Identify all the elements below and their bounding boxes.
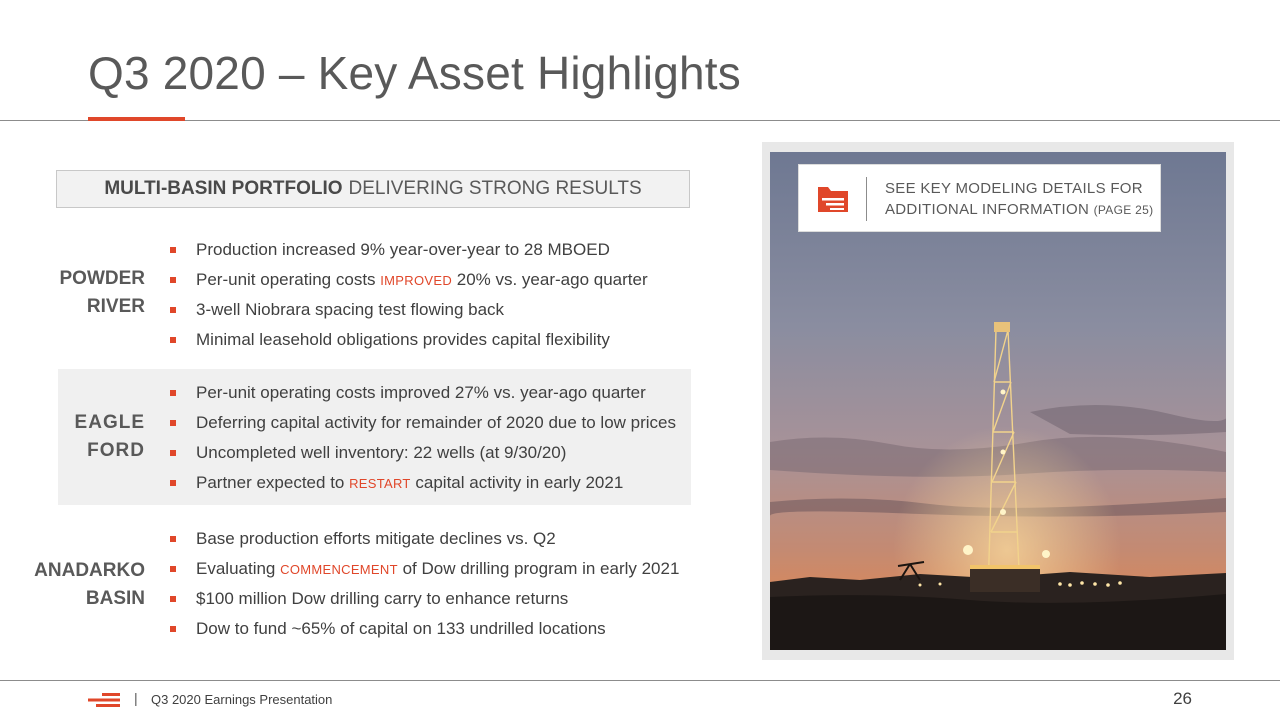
slide-title: Q3 2020 – Key Asset Highlights xyxy=(88,47,741,99)
section-banner xyxy=(56,170,690,208)
callout-line2: ADDITIONAL INFORMATION (PAGE 25) xyxy=(885,201,1154,218)
section-label-line: POWDER xyxy=(59,268,145,289)
bullet-item: Uncompleted well inventory: 22 wells (at 9/30/20) xyxy=(168,438,676,468)
powder-river-section xyxy=(58,232,691,362)
page-number: 26 xyxy=(1173,689,1192,708)
banner-text: DELIVERING STRONG RESULTS xyxy=(348,178,642,199)
highlight-word: COMMENCEMENT xyxy=(280,562,398,577)
section-label xyxy=(75,409,145,465)
section-label-line: FORD xyxy=(87,440,145,461)
section-label xyxy=(34,557,145,613)
footer-divider xyxy=(0,680,1280,681)
title-divider xyxy=(0,120,1280,121)
section-label-line: BASIN xyxy=(85,588,145,609)
eagle-ford-section xyxy=(58,369,691,505)
bullet-list xyxy=(168,235,648,355)
bullet-item: Partner expected to RESTART capital activity in early 2021 xyxy=(168,468,676,498)
callout-divider xyxy=(866,177,867,221)
bullet-item: $100 million Dow drilling carry to enhance returns xyxy=(168,584,679,614)
callout-box xyxy=(798,164,1161,232)
section-label-line: ANADARKO xyxy=(34,560,145,581)
bullet-item: 3-well Niobrara spacing test flowing back xyxy=(168,295,648,325)
title-accent-bar xyxy=(88,117,185,121)
highlight-word: RESTART xyxy=(349,476,411,491)
folder-document-icon xyxy=(817,183,849,213)
section-label xyxy=(60,265,146,321)
company-logo-icon xyxy=(88,692,120,708)
callout-line1: SEE KEY MODELING DETAILS FOR xyxy=(885,180,1143,197)
bullet-item: Dow to fund ~65% of capital on 133 undrilled locations xyxy=(168,614,679,644)
bullet-item: Production increased 9% year-over-year to 28 MBOED xyxy=(168,235,648,265)
section-label-line: RIVER xyxy=(86,296,145,317)
bullet-item: Per-unit operating costs IMPROVED 20% vs. year-ago quarter xyxy=(168,265,648,295)
bullet-list xyxy=(168,524,679,644)
page-reference: (PAGE 25) xyxy=(1093,203,1154,217)
bullet-item: Minimal leasehold obligations provides capital flexibility xyxy=(168,325,648,355)
bullet-item: Deferring capital activity for remainder of 2020 due to low prices xyxy=(168,408,676,438)
bullet-item: Per-unit operating costs improved 27% vs. year-ago quarter xyxy=(168,378,676,408)
footer-separator: | xyxy=(134,690,138,706)
bullet-list xyxy=(168,378,676,498)
section-label-line: EAGLE xyxy=(74,412,145,433)
bullet-item: Evaluating COMMENCEMENT of Dow drilling program in early 2021 xyxy=(168,554,679,584)
callout-text xyxy=(885,178,1153,221)
highlight-word: IMPROVED xyxy=(380,273,453,288)
bullet-item: Base production efforts mitigate declines vs. Q2 xyxy=(168,524,679,554)
banner-bold-text: MULTI-BASIN PORTFOLIO xyxy=(104,178,343,199)
anadarko-basin-section xyxy=(34,522,691,652)
footer-presentation-title: Q3 2020 Earnings Presentation xyxy=(151,692,333,707)
